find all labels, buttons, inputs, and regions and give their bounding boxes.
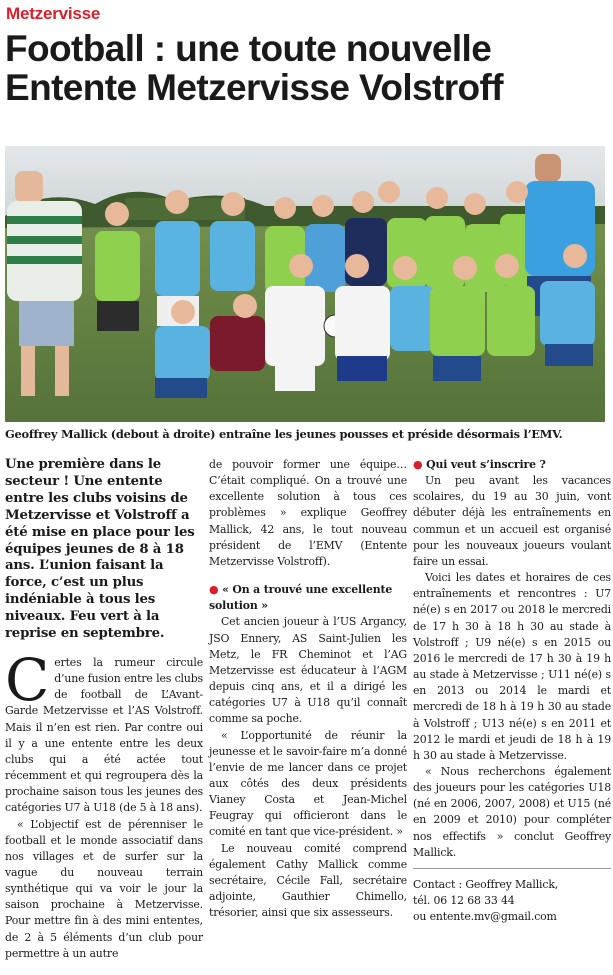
column-2	[209, 457, 407, 921]
team-photo	[5, 146, 605, 422]
column-3	[413, 457, 611, 925]
drop-cap: C	[5, 645, 50, 714]
bullet-icon: ●	[413, 458, 423, 471]
subheading-text: Qui veut s’inscrire ?	[426, 458, 546, 471]
article-headline	[5, 29, 610, 107]
contact-email: ou entente.mv@gmail.com	[413, 909, 557, 923]
paragraph: Voici les dates et horaires de ces entraînements et rencontres : U7 né(e) s en 2017 ou 2018 le mercredi de 17 h 30 à 18 h 30 au stade à Volstroff ; U9 né(e) s en 2015 ou 2016 le mercredi de 17 h 30 à 19 h au stade à Metzervisse ; U11 né(e) s en 2013 ou 2014 le mardi et mercredi de 18 h à 19 h 30 au stade à Volstroff ; U13 né(e) s en 2011 et 2012 le mardi et jeudi de 18 h à 19 h 30 au stade à Metzervisse.	[413, 571, 611, 762]
paragraph: de pouvoir former une équipe… C’était compliqué. On a trouvé une excellente solution à tous ces problèmes » explique Geoffrey Mallick, 42 ans, le tout nouveau président de l’EMV (Entente Metzervisse Volstroff).	[209, 458, 407, 568]
paragraph: « L’objectif est de pérenniser le football et le monde associatif dans nos villages et de surfer sur la vague du nouveau terrain synthétique qui va voir le jour la saison prochaine à Metzervisse. Pour mettre fin à des mini ententes, de 2 à 5 éléments d’un club pour permettre à un autre	[5, 817, 203, 960]
headline-line-2: Entente Metzervisse Volstroff	[5, 67, 503, 108]
contact-info	[413, 868, 611, 925]
paragraph: « Nous recherchons également des joueurs pour les catégories U18 (né en 2006, 2007, 2008) et U15 (né en 2009 et 2010) pour compléter nos effectifs » conclut Geoffrey Mallick.	[413, 764, 611, 859]
subheading-text: « On a trouvé une excellente solution »	[209, 583, 393, 613]
subheading	[209, 582, 407, 614]
paragraph	[5, 645, 203, 817]
headline-line-1: Football : une toute nouvelle	[5, 28, 492, 69]
contact-name: Contact : Geoffrey Mallick,	[413, 877, 559, 891]
contact-phone: tél. 06 12 68 33 44	[413, 893, 515, 907]
paragraph-text: ertes la rumeur circule d’une fusion entre les clubs de football de L’Avant-Garde Metzervisse et l’AS Volstroff. Mais il n’en est rien. Par contre oui il y a une entente entre les deux clubs qui a été actée tout récemment et qui regroupera dès la prochaine saison tous les jeunes des catégories U7 à U18 (de 5 à 18 ans).	[5, 655, 203, 815]
bullet-icon: ●	[209, 583, 219, 597]
photo-caption: Geoffrey Mallick (debout à droite) entraîne les jeunes pousses et préside désormais l’EMV.	[5, 427, 563, 441]
subheading	[413, 457, 611, 473]
section-kicker: Metzervisse	[6, 4, 101, 23]
team-photo-illustration	[5, 146, 605, 422]
paragraph: Un peu avant les vacances scolaires, du 19 au 30 juin, vont débuter déjà les entraînements en commun et un accueil est organisé pour les nouveaux joueurs voulant faire un essai.	[413, 474, 611, 568]
paragraph: Cet ancien joueur à l’US Argancy, JSO Ennery, AS Saint-Julien les Metz, le FR Cheminot et l’AG Metzervisse est éducateur à l’AGM depuis cinq ans, et il a dirigé les catégories U7 à U18 qu’il connaît comme sa poche.	[209, 615, 407, 726]
paragraph: « L’opportunité de réunir la jeunesse et le savoir-faire m’a donné l’envie de me lancer dans ce projet aux côtés des deux présidents Vianey Costa et Jean-Michel Feugray qui officieront dans le comité en tant que vice-président. »	[209, 728, 407, 839]
column-1	[5, 457, 203, 962]
paragraph: Le nouveau comité comprend également Cathy Mallick comme secrétaire, Cécile Fall, secrétaire adjointe, Gauthier Chimello, trésorier, ainsi que six assesseurs.	[209, 841, 407, 920]
article-lead: Une première dans le secteur ! Une entente entre les clubs voisins de Metzervisse et Volstroff a été mise en place pour les équipes jeunes de 8 à 18 ans. L’union faisant la force, c’est un plus indéniable à tous les niveaux. Feu vert à la reprise en septembre.	[5, 457, 195, 642]
